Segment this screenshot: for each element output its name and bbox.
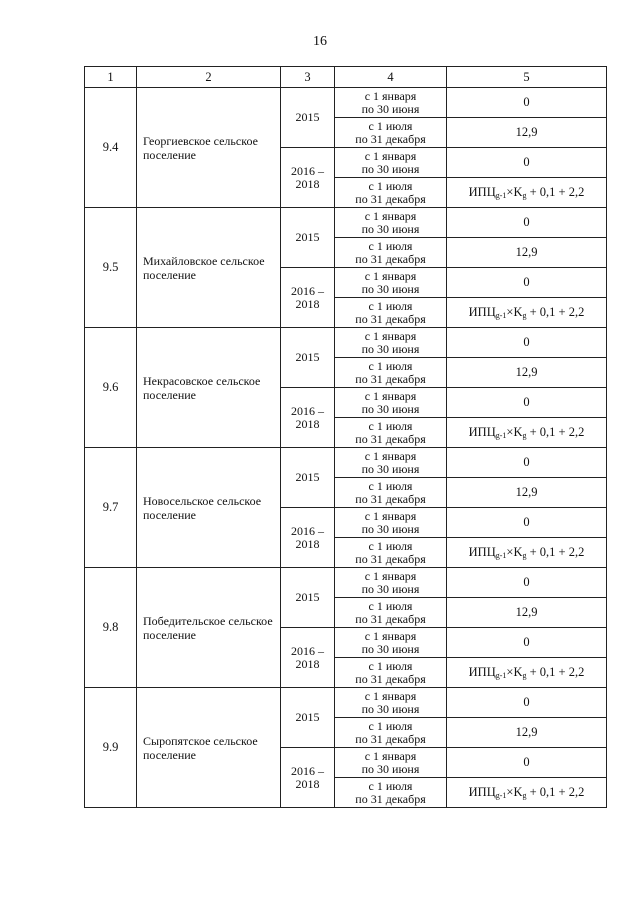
period-cell bbox=[335, 568, 447, 598]
page-number: 16 bbox=[313, 34, 327, 49]
period-cell bbox=[335, 178, 447, 208]
formula-mult: ×K bbox=[506, 185, 523, 199]
period-start: с 1 июля bbox=[368, 298, 413, 313]
settlement-name bbox=[137, 568, 281, 688]
period-end: по 30 июня bbox=[361, 281, 420, 296]
period-cell bbox=[335, 118, 447, 148]
period-start: с 1 июля bbox=[368, 418, 413, 433]
period-start: с 1 января bbox=[364, 148, 417, 163]
year-range-start: 2016 – bbox=[291, 523, 324, 538]
settlement-name bbox=[137, 328, 281, 448]
settlement-name-text: Георгиевское сельское поселение bbox=[143, 133, 258, 162]
period-start: с 1 января bbox=[364, 748, 417, 763]
period-cell bbox=[335, 148, 447, 178]
period-cell bbox=[335, 358, 447, 388]
year-range-cell bbox=[281, 148, 335, 208]
settlement-name bbox=[137, 208, 281, 328]
year-cell: 2015 bbox=[281, 688, 335, 748]
row-number: 9.7 bbox=[85, 448, 137, 568]
value-cell: 12,9 bbox=[447, 118, 607, 148]
year-range-end: 2018 bbox=[295, 296, 320, 311]
formula-subscript: g-1 bbox=[495, 671, 507, 680]
formula-subscript: g-1 bbox=[495, 791, 507, 800]
header-cell: 3 bbox=[281, 67, 335, 88]
period-start: с 1 июля bbox=[368, 718, 413, 733]
settlement-name-text: Михайловское сельское поселение bbox=[143, 253, 265, 282]
period-end: по 30 июня bbox=[361, 401, 420, 416]
period-start: с 1 января bbox=[364, 268, 417, 283]
formula-tail: + 0,1 + 2,2 bbox=[526, 665, 585, 679]
formula-subscript: g bbox=[522, 191, 527, 200]
period-cell bbox=[335, 418, 447, 448]
table-row bbox=[85, 688, 607, 718]
settlement-name-text: Победительское сельское поселение bbox=[143, 613, 273, 642]
table-row bbox=[85, 88, 607, 118]
settlement-name bbox=[137, 88, 281, 208]
period-cell bbox=[335, 388, 447, 418]
period-cell bbox=[335, 778, 447, 808]
period-cell bbox=[335, 268, 447, 298]
row-number: 9.8 bbox=[85, 568, 137, 688]
value-cell: 0 bbox=[447, 568, 607, 598]
value-cell: 12,9 bbox=[447, 358, 607, 388]
period-cell bbox=[335, 448, 447, 478]
year-range-end: 2018 bbox=[295, 656, 320, 671]
formula-cell bbox=[447, 778, 607, 808]
settlement-name bbox=[137, 448, 281, 568]
period-end: по 31 декабря bbox=[355, 311, 426, 326]
period-end: по 30 июня bbox=[361, 461, 420, 476]
period-start: с 1 января bbox=[364, 568, 417, 583]
period-start: с 1 января bbox=[364, 88, 417, 103]
value-cell: 0 bbox=[447, 148, 607, 178]
period-cell bbox=[335, 328, 447, 358]
formula-cell bbox=[447, 538, 607, 568]
header-cell: 5 bbox=[447, 67, 607, 88]
year-range-cell bbox=[281, 388, 335, 448]
formula-tail: + 0,1 + 2,2 bbox=[526, 545, 585, 559]
table-row bbox=[85, 328, 607, 358]
period-end: по 30 июня bbox=[361, 221, 420, 236]
formula-cell bbox=[447, 298, 607, 328]
tariff-table bbox=[84, 66, 607, 808]
formula-base: ИПЦ bbox=[468, 785, 496, 799]
formula-subscript: g bbox=[522, 671, 527, 680]
period-end: по 31 декабря bbox=[355, 251, 426, 266]
formula-tail: + 0,1 + 2,2 bbox=[526, 305, 585, 319]
value-cell: 0 bbox=[447, 448, 607, 478]
period-cell bbox=[335, 598, 447, 628]
period-end: по 30 июня bbox=[361, 641, 420, 656]
period-end: по 30 июня bbox=[361, 701, 420, 716]
value-cell: 0 bbox=[447, 328, 607, 358]
period-cell bbox=[335, 658, 447, 688]
value-cell: 0 bbox=[447, 508, 607, 538]
value-cell: 0 bbox=[447, 88, 607, 118]
formula-subscript: g bbox=[522, 551, 527, 560]
row-number: 9.9 bbox=[85, 688, 137, 808]
formula-mult: ×K bbox=[506, 545, 523, 559]
formula-tail: + 0,1 + 2,2 bbox=[526, 185, 585, 199]
period-cell bbox=[335, 88, 447, 118]
year-range-end: 2018 bbox=[295, 176, 320, 191]
period-end: по 30 июня bbox=[361, 761, 420, 776]
year-range-start: 2016 – bbox=[291, 643, 324, 658]
period-start: с 1 января bbox=[364, 328, 417, 343]
settlement-name-text: Некрасовское сельское поселение bbox=[143, 373, 261, 402]
year-cell: 2015 bbox=[281, 568, 335, 628]
value-cell: 12,9 bbox=[447, 718, 607, 748]
value-cell: 12,9 bbox=[447, 478, 607, 508]
period-end: по 31 декабря bbox=[355, 671, 426, 686]
formula-cell bbox=[447, 178, 607, 208]
period-start: с 1 января bbox=[364, 628, 417, 643]
formula-mult: ×K bbox=[506, 425, 523, 439]
period-cell bbox=[335, 688, 447, 718]
period-end: по 31 декабря bbox=[355, 371, 426, 386]
period-start: с 1 июля bbox=[368, 598, 413, 613]
period-cell bbox=[335, 208, 447, 238]
year-range-cell bbox=[281, 748, 335, 808]
value-cell: 0 bbox=[447, 628, 607, 658]
period-end: по 31 декабря bbox=[355, 131, 426, 146]
table-row bbox=[85, 208, 607, 238]
header-cell: 1 bbox=[85, 67, 137, 88]
formula-mult: ×K bbox=[506, 305, 523, 319]
period-cell bbox=[335, 628, 447, 658]
value-cell: 0 bbox=[447, 748, 607, 778]
period-start: с 1 июля bbox=[368, 358, 413, 373]
period-end: по 31 декабря bbox=[355, 791, 426, 806]
table-row bbox=[85, 448, 607, 478]
value-cell: 0 bbox=[447, 688, 607, 718]
formula-tail: + 0,1 + 2,2 bbox=[526, 785, 585, 799]
period-start: с 1 января bbox=[364, 508, 417, 523]
value-cell: 0 bbox=[447, 208, 607, 238]
formula-mult: ×K bbox=[506, 785, 523, 799]
period-start: с 1 января bbox=[364, 448, 417, 463]
formula-subscript: g-1 bbox=[495, 311, 507, 320]
period-start: с 1 июля bbox=[368, 658, 413, 673]
period-cell bbox=[335, 538, 447, 568]
period-start: с 1 июля bbox=[368, 778, 413, 793]
period-end: по 31 декабря bbox=[355, 551, 426, 566]
period-end: по 30 июня bbox=[361, 161, 420, 176]
period-end: по 30 июня bbox=[361, 521, 420, 536]
period-start: с 1 июля bbox=[368, 238, 413, 253]
period-cell bbox=[335, 748, 447, 778]
header-cell: 4 bbox=[335, 67, 447, 88]
year-cell: 2015 bbox=[281, 88, 335, 148]
period-start: с 1 января bbox=[364, 208, 417, 223]
formula-base: ИПЦ bbox=[468, 665, 496, 679]
period-end: по 30 июня bbox=[361, 581, 420, 596]
formula-subscript: g bbox=[522, 311, 527, 320]
settlement-name-text: Сыропятское сельское поселение bbox=[143, 733, 258, 762]
formula-base: ИПЦ bbox=[468, 305, 496, 319]
formula-mult: ×K bbox=[506, 665, 523, 679]
period-end: по 31 декабря bbox=[355, 431, 426, 446]
year-cell: 2015 bbox=[281, 448, 335, 508]
period-end: по 31 декабря bbox=[355, 731, 426, 746]
year-range-cell bbox=[281, 268, 335, 328]
formula-tail: + 0,1 + 2,2 bbox=[526, 425, 585, 439]
period-cell bbox=[335, 298, 447, 328]
period-end: по 31 декабря bbox=[355, 491, 426, 506]
year-range-start: 2016 – bbox=[291, 283, 324, 298]
period-cell bbox=[335, 718, 447, 748]
table-row bbox=[85, 568, 607, 598]
formula-subscript: g bbox=[522, 431, 527, 440]
formula-subscript: g-1 bbox=[495, 551, 507, 560]
year-range-end: 2018 bbox=[295, 536, 320, 551]
value-cell: 0 bbox=[447, 268, 607, 298]
year-range-end: 2018 bbox=[295, 776, 320, 791]
year-range-cell bbox=[281, 628, 335, 688]
period-start: с 1 июля bbox=[368, 178, 413, 193]
formula-subscript: g-1 bbox=[495, 191, 507, 200]
period-end: по 31 декабря bbox=[355, 611, 426, 626]
value-cell: 0 bbox=[447, 388, 607, 418]
header-cell: 2 bbox=[137, 67, 281, 88]
year-range-end: 2018 bbox=[295, 416, 320, 431]
year-range-start: 2016 – bbox=[291, 163, 324, 178]
period-end: по 30 июня bbox=[361, 101, 420, 116]
settlement-name bbox=[137, 688, 281, 808]
year-range-start: 2016 – bbox=[291, 763, 324, 778]
header-row bbox=[85, 67, 607, 88]
year-cell: 2015 bbox=[281, 208, 335, 268]
row-number: 9.4 bbox=[85, 88, 137, 208]
period-end: по 30 июня bbox=[361, 341, 420, 356]
year-range-cell bbox=[281, 508, 335, 568]
period-cell bbox=[335, 478, 447, 508]
period-cell bbox=[335, 508, 447, 538]
period-start: с 1 января bbox=[364, 688, 417, 703]
value-cell: 12,9 bbox=[447, 238, 607, 268]
row-number: 9.5 bbox=[85, 208, 137, 328]
year-range-start: 2016 – bbox=[291, 403, 324, 418]
period-end: по 31 декабря bbox=[355, 191, 426, 206]
period-cell bbox=[335, 238, 447, 268]
value-cell: 12,9 bbox=[447, 598, 607, 628]
year-cell: 2015 bbox=[281, 328, 335, 388]
formula-base: ИПЦ bbox=[468, 425, 496, 439]
formula-subscript: g bbox=[522, 791, 527, 800]
formula-cell bbox=[447, 658, 607, 688]
period-start: с 1 июля bbox=[368, 118, 413, 133]
period-start: с 1 июля bbox=[368, 538, 413, 553]
formula-subscript: g-1 bbox=[495, 431, 507, 440]
settlement-name-text: Новосельское сельское поселение bbox=[143, 493, 262, 522]
formula-base: ИПЦ bbox=[468, 545, 496, 559]
row-number: 9.6 bbox=[85, 328, 137, 448]
period-start: с 1 января bbox=[364, 388, 417, 403]
formula-base: ИПЦ bbox=[468, 185, 496, 199]
formula-cell bbox=[447, 418, 607, 448]
period-start: с 1 июля bbox=[368, 478, 413, 493]
